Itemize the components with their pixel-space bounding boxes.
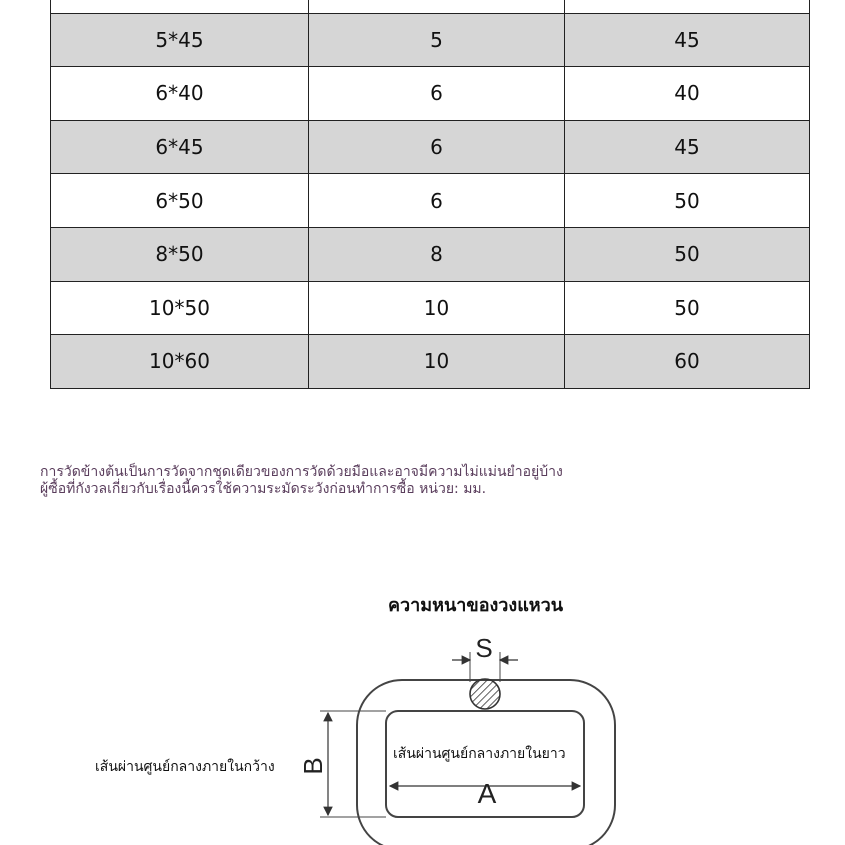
dimension-s-label: S	[475, 633, 493, 663]
table-cell	[565, 0, 810, 13]
table-cell: 6*45	[51, 120, 309, 174]
table-cell: 10	[309, 281, 565, 335]
table-cell: 60	[565, 335, 810, 389]
note-line-2: ผู้ซื้อที่กังวลเกี่ยวกับเรื่องนี้ควรใช้ความระมัดระวังก่อนทำการซื้อ หน่วย: มม.	[40, 481, 487, 497]
wire-cross-section	[470, 679, 500, 709]
table-row	[51, 120, 810, 174]
table-row	[51, 0, 810, 13]
table-cell: 50	[565, 174, 810, 228]
table-cell: 10*60	[51, 335, 309, 389]
table-cell: 45	[565, 120, 810, 174]
table-cell: 5*45	[51, 13, 309, 67]
table-cell: 45	[565, 13, 810, 67]
table-cell: 5	[309, 13, 565, 67]
inner-width-label: เส้นผ่านศูนย์กลางภายในกว้าง	[95, 759, 275, 775]
table-cell	[51, 0, 309, 13]
table-cell	[309, 0, 565, 13]
table-cell: 6*40	[51, 67, 309, 121]
table-row	[51, 67, 810, 121]
inner-length-label: เส้นผ่านศูนย์กลางภายในยาว	[393, 746, 566, 762]
table-cell: 8	[309, 227, 565, 281]
dimension-a-label: A	[477, 778, 497, 809]
table-cell: 6	[309, 120, 565, 174]
ring-diagram	[0, 580, 845, 845]
diagram-title: ความหนาของวงแหวน	[388, 595, 564, 616]
table-cell: 6	[309, 67, 565, 121]
table-cell: 10	[309, 335, 565, 389]
table-cell: 6	[309, 174, 565, 228]
table-cell: 50	[565, 281, 810, 335]
measurement-note	[40, 464, 680, 498]
table-cell: 8*50	[51, 227, 309, 281]
table-cell: 10*50	[51, 281, 309, 335]
note-line-1: การวัดข้างต้นเป็นการวัดจากชุดเดียวของการวัดด้วยมือและอาจมีความไม่แม่นยำอยู่บ้าง	[40, 464, 563, 480]
table-cell: 40	[565, 67, 810, 121]
dimension-b-label: B	[298, 757, 328, 775]
table-row	[51, 335, 810, 389]
table-cell: 6*50	[51, 174, 309, 228]
table-row	[51, 13, 810, 67]
table-row	[51, 174, 810, 228]
size-table	[50, 0, 810, 389]
table-row	[51, 281, 810, 335]
table-row	[51, 227, 810, 281]
table-cell: 50	[565, 227, 810, 281]
